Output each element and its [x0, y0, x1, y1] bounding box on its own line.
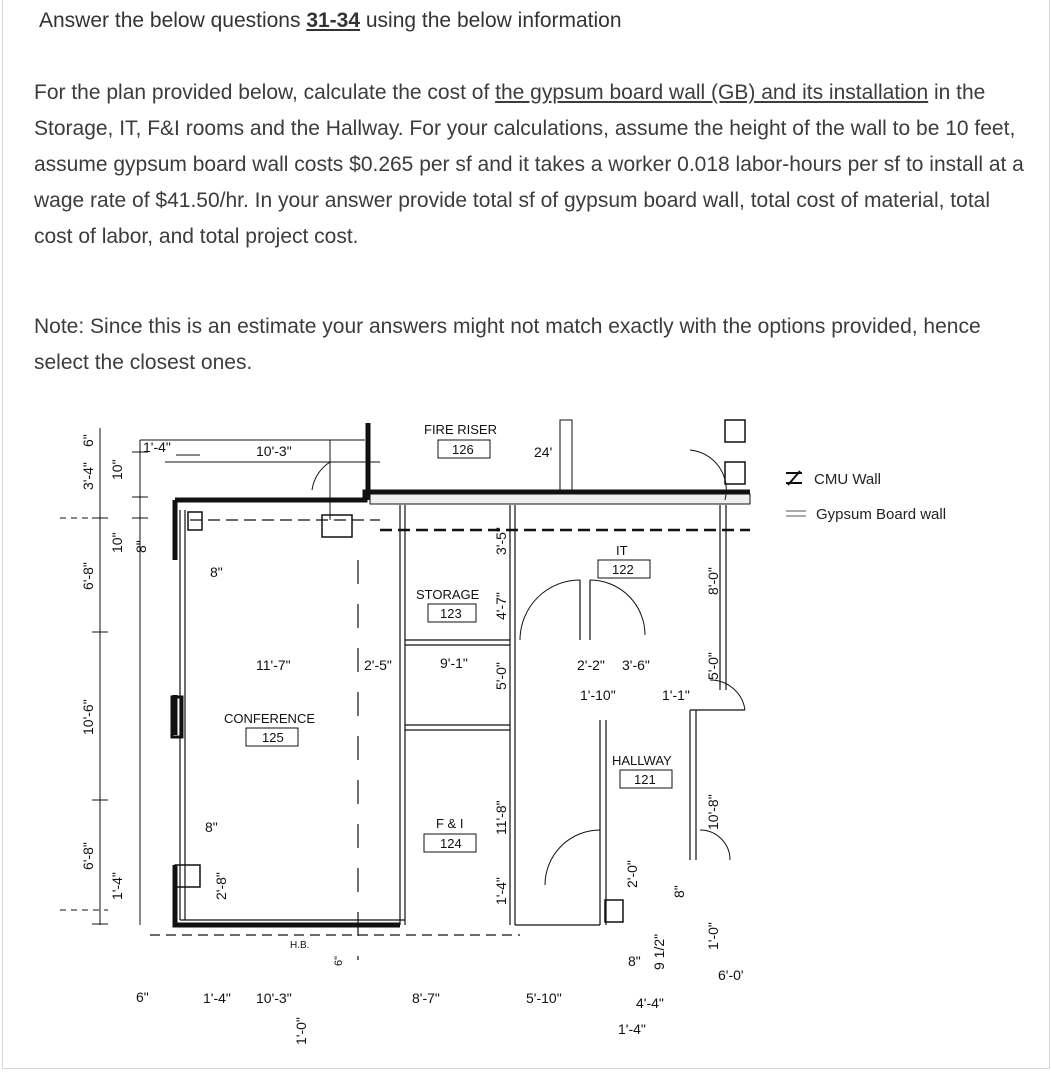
dim-text: 1'-0"	[705, 922, 721, 950]
dim-text: 10"	[109, 532, 125, 553]
problem-statement: For the plan provided below, calculate the cost of the gypsum board wall (GB) and its installation in the Storage, IT, F&I rooms and the Hallway. For your calculations, assume the height of the wall to be 10 feet, assume gypsum board wall costs $0.265 per sf and it takes a worker 0.018 labor-hours per sf to install at a wage rate of $41.50/hr. In your answer provide total sf of gypsum board wall, total cost of material, total cost of labor, and total project cost.	[34, 81, 1024, 248]
dim-text: 9'-1"	[440, 655, 468, 671]
dim-text: 3'-5"	[493, 527, 509, 555]
room-name-hallway: HALLWAY	[612, 753, 672, 768]
dim-text: 10'-8"	[705, 794, 721, 830]
dim-text: 8"	[133, 540, 149, 553]
dim-text: 6"	[333, 955, 345, 966]
legend-gb-label: Gypsum Board wall	[816, 506, 947, 523]
dim-text: 10"	[109, 459, 125, 480]
room-name-conference: CONFERENCE	[224, 711, 316, 726]
dim-text: 1'-4"	[203, 990, 231, 1006]
dim-text: 2'-0"	[624, 860, 640, 888]
dim-text: 2'-8"	[213, 872, 229, 900]
dim-text: 4'-7"	[493, 592, 509, 620]
dim-text: 8"	[671, 885, 687, 898]
question-range-link: 31-34	[306, 9, 361, 32]
dim-text: 4'-4"	[636, 995, 664, 1011]
dim-text: 8"	[628, 953, 641, 969]
room-number-it: 122	[612, 562, 634, 577]
dim-text: 6"	[136, 989, 149, 1005]
dim-text: 1'-4"	[143, 439, 171, 455]
room-name-storage: STORAGE	[416, 587, 480, 602]
legend-gb-swatch	[786, 511, 806, 516]
room-number-fire-riser: 126	[452, 442, 474, 457]
dim-text: 9 1/2"	[651, 933, 667, 970]
dim-text: H.B.	[290, 940, 310, 951]
legend	[786, 471, 946, 523]
dim-text: 8'-0"	[705, 567, 721, 595]
dim-text: 1'-4"	[618, 1021, 646, 1037]
dim-text: 5'-0"	[493, 662, 509, 690]
room-name-fire-riser: FIRE RISER	[424, 422, 497, 437]
room-number-storage: 123	[440, 606, 462, 621]
gypsum-board-walls	[150, 505, 750, 960]
dim-text: 24'	[534, 444, 553, 460]
dim-text: 11'-8"	[493, 800, 509, 835]
dim-text: 1'-10"	[580, 687, 616, 703]
left-dimension-lines	[60, 428, 365, 925]
dim-text: 1'-4"	[493, 877, 509, 905]
underlined-scope: the gypsum board wall (GB) and its installation	[495, 81, 929, 104]
dim-text: 10'-6"	[80, 699, 96, 735]
dim-text: 10'-3"	[256, 443, 292, 459]
dim-text: 2'-5"	[364, 657, 392, 673]
dim-text: 3'-6"	[622, 657, 650, 673]
dim-text: 6'-0'	[718, 967, 744, 983]
dim-text: 6'-8"	[80, 562, 96, 590]
dim-text: 8"	[210, 564, 223, 580]
dim-text: 6"	[80, 434, 96, 447]
dim-text: 11'-7"	[256, 657, 291, 673]
cmu-hatch-strip	[370, 494, 750, 504]
floor-plan-drawing	[0, 400, 1051, 1068]
dim-text: 8"	[205, 819, 218, 835]
room-name-fi: F & I	[436, 816, 464, 831]
dim-text: 2'-2"	[577, 657, 605, 673]
dim-text: 5'-0"	[705, 652, 721, 680]
dim-text: 10'-3"	[256, 990, 292, 1006]
room-number-conference: 125	[262, 730, 284, 745]
room-number-fi: 124	[440, 836, 462, 851]
note-text: Note: Since this is an estimate your answers might not match exactly with the options provided, hence select the closest ones.	[34, 315, 981, 374]
dim-text: 6'-8"	[80, 842, 96, 870]
dim-text: 3'-4"	[80, 462, 96, 490]
room-name-it: IT	[616, 543, 628, 558]
dim-text: 1'-4"	[109, 872, 125, 900]
legend-cmu-label: CMU Wall	[814, 471, 881, 488]
legend-cmu-swatch	[786, 471, 802, 485]
room-number-hallway: 121	[634, 772, 656, 787]
dim-text: 8'-7"	[412, 990, 440, 1006]
question-header: Answer the below questions 31-34 using the below information	[39, 9, 622, 32]
dim-text: 1'-1"	[662, 687, 690, 703]
dim-text: 5'-10"	[526, 990, 562, 1006]
dim-text: 1'-0"	[293, 1017, 309, 1045]
